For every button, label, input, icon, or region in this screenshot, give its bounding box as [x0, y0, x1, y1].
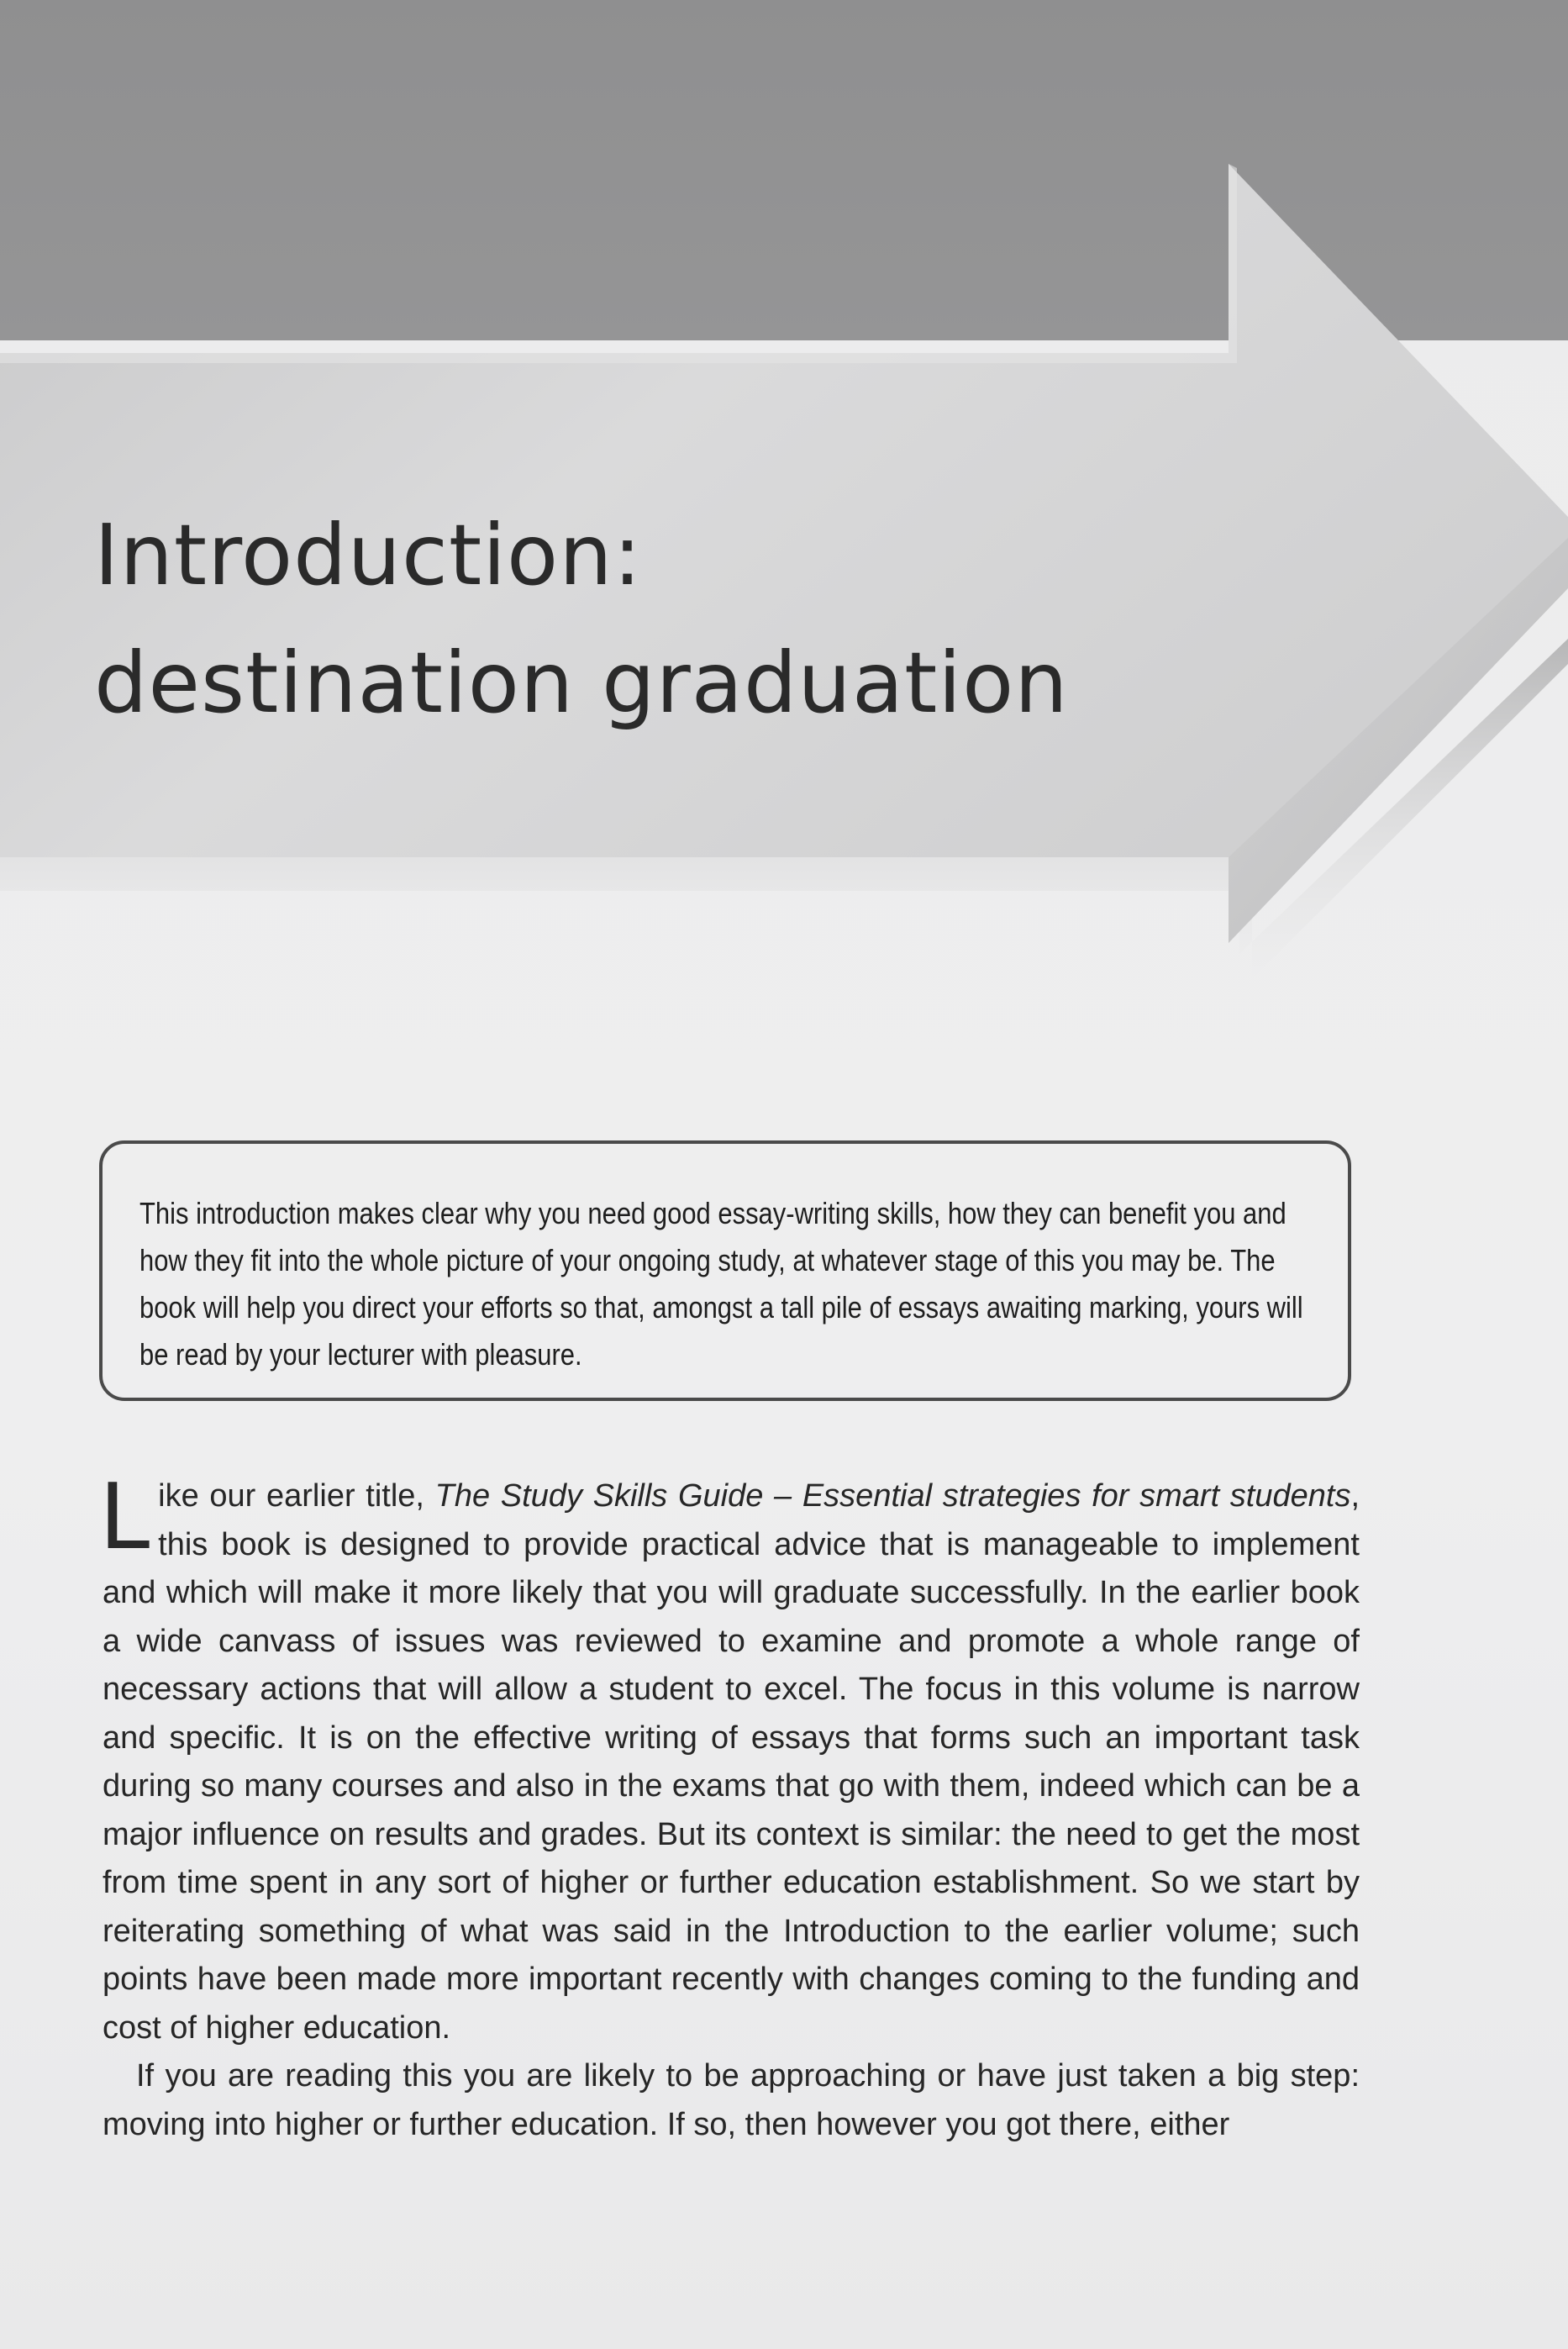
body-paragraph-1 [99, 1465, 1360, 2052]
chapter-summary-text: This introduction makes clear why you need good essay-writing skills, how they can benefit you and how they fit into the whole picture of your ongoing study, at whatever stage of this you may be. The book will help you direct your efforts so that, amongst a tall pile of essays awaiting marking, yours will be read by your lecturer with pleasure. [139, 1196, 1303, 1372]
chapter-title-line2: destination graduation [94, 634, 1069, 732]
p1-intro: ike our earlier title, [158, 1478, 435, 1514]
drop-cap: L [99, 1465, 150, 1570]
p1-rest: , this book is designed to provide practical advice that is manageable to implement and which will make it more likely that you will graduate successfully. In the earlier book a wide canvass of issues was reviewed to examine and promote a whole range of necessary actions that will allow a student to excel. The focus in this volume is narrow and specific. It is on the effective writing of essays that forms such an important task during so many courses and also in the exams that go with them, indeed which can be a major influence on results and grades. But its context is similar: the need to get the most from time spent in any sort of higher or further education establishment. So we start by reiterating something of what was said in the Introduction to the earlier volume; such points have been made more important recently with changes coming to the funding and cost of higher education. [103, 1478, 1360, 2046]
chapter-summary-box [99, 1140, 1351, 1401]
earlier-book-title: The Study Skills Guide – Essential strategies for smart students [434, 1478, 1351, 1514]
chapter-title-line1: Introduction: [94, 506, 643, 604]
body-paragraph-2: If you are reading this you are likely to be approaching or have just taken a big step: moving into higher or further education. If so, then however you got there, either [103, 2058, 1360, 2142]
body-text [99, 1465, 1360, 2149]
chapter-title [94, 492, 1069, 747]
